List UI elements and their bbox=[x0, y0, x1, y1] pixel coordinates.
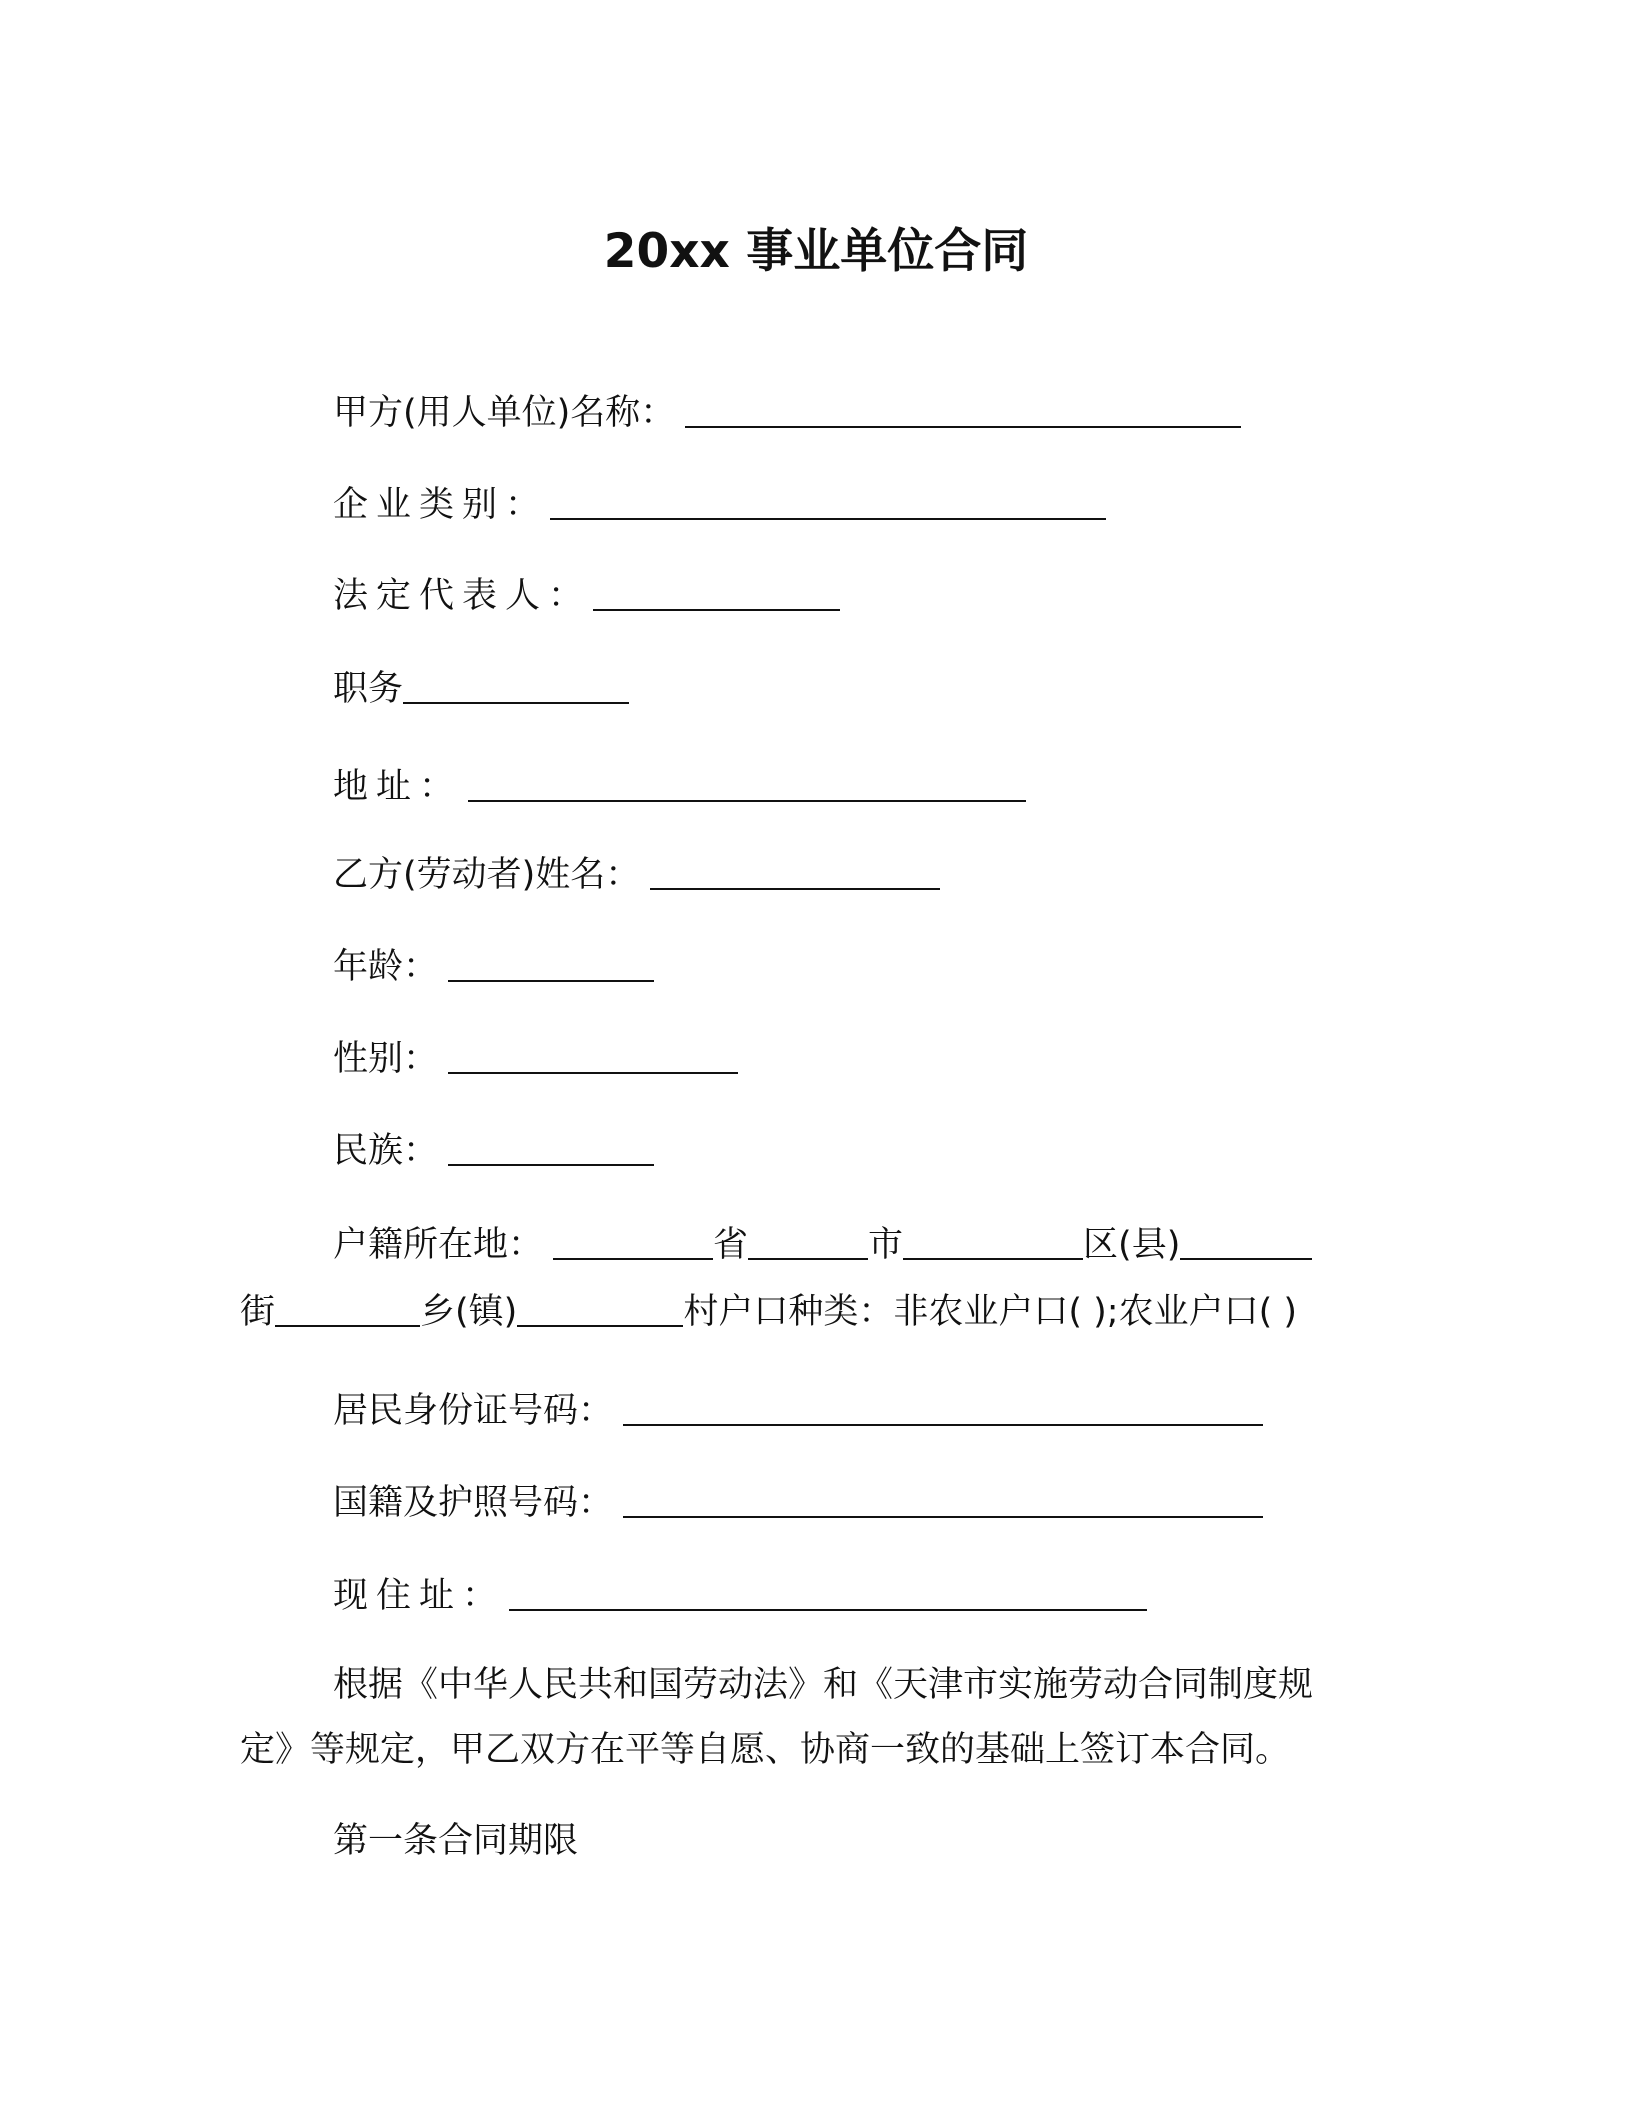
district-after-blank[interactable] bbox=[1180, 1228, 1312, 1260]
address-row bbox=[333, 764, 1026, 810]
enterprise-type-label: 企业类别： bbox=[333, 485, 549, 525]
township-blank[interactable] bbox=[517, 1295, 683, 1327]
household-label: 户籍所在地： bbox=[333, 1225, 544, 1265]
enterprise-type-blank[interactable] bbox=[550, 488, 1106, 520]
id-number-row bbox=[333, 1388, 1263, 1434]
address-blank[interactable] bbox=[468, 770, 1026, 802]
ethnicity-label: 民族： bbox=[333, 1131, 439, 1171]
household-row-2 bbox=[240, 1289, 1297, 1335]
party-a-name-label: 甲方(用人单位)名称： bbox=[333, 393, 676, 433]
section-1-heading: 第一条合同期限 bbox=[333, 1821, 579, 1861]
position-label: 职务 bbox=[333, 669, 404, 709]
party-a-name-blank[interactable] bbox=[685, 396, 1241, 428]
legal-rep-label: 法定代表人： bbox=[333, 576, 592, 616]
city-blank[interactable] bbox=[748, 1228, 868, 1260]
gender-row bbox=[333, 1036, 738, 1082]
enterprise-type-row bbox=[333, 482, 1106, 528]
nationality-passport-blank[interactable] bbox=[623, 1486, 1263, 1518]
preamble-line-1: 根据《中华人民共和国劳动法》和《天津市实施劳动合同制度规 bbox=[333, 1665, 1314, 1705]
village-type-label: 村户口种类： bbox=[683, 1292, 894, 1332]
district-blank[interactable] bbox=[903, 1228, 1083, 1260]
nationality-passport-label: 国籍及护照号码： bbox=[333, 1483, 614, 1523]
ethnicity-blank[interactable] bbox=[448, 1134, 654, 1166]
party-b-name-blank[interactable] bbox=[650, 858, 940, 890]
current-address-row bbox=[333, 1573, 1147, 1619]
position-row bbox=[333, 666, 629, 712]
gender-label: 性别： bbox=[333, 1039, 439, 1079]
gender-blank[interactable] bbox=[448, 1042, 738, 1074]
district-label: 区(县) bbox=[1083, 1225, 1181, 1265]
party-a-name-row bbox=[333, 390, 1241, 436]
city-label: 市 bbox=[868, 1225, 904, 1265]
nationality-passport-row bbox=[333, 1480, 1263, 1526]
non-agri-option[interactable]: 非农业户口( ); bbox=[893, 1292, 1119, 1332]
party-b-name-label: 乙方(劳动者)姓名： bbox=[333, 855, 641, 895]
document-title: 20xx 事业单位合同 bbox=[603, 224, 1029, 279]
legal-rep-row bbox=[333, 573, 840, 619]
township-label: 乡(镇) bbox=[420, 1292, 518, 1332]
current-address-label: 现住址： bbox=[333, 1576, 506, 1616]
address-label: 地址： bbox=[333, 767, 463, 807]
id-number-blank[interactable] bbox=[623, 1394, 1263, 1426]
party-b-name-row bbox=[333, 852, 940, 898]
preamble-line-2: 定》等规定，甲乙双方在平等自愿、协商一致的基础上签订本合同。 bbox=[240, 1730, 1291, 1770]
province-label: 省 bbox=[713, 1225, 749, 1265]
street-blank[interactable] bbox=[275, 1295, 420, 1327]
id-number-label: 居民身份证号码： bbox=[333, 1391, 614, 1431]
household-row-1 bbox=[333, 1222, 1312, 1268]
legal-rep-blank[interactable] bbox=[593, 579, 840, 611]
agri-option[interactable]: 农业户口( ) bbox=[1118, 1292, 1298, 1332]
street-label: 街 bbox=[240, 1292, 276, 1332]
age-blank[interactable] bbox=[448, 950, 654, 982]
current-address-blank[interactable] bbox=[509, 1579, 1147, 1611]
ethnicity-row bbox=[333, 1128, 654, 1174]
position-blank[interactable] bbox=[403, 672, 629, 704]
age-label: 年龄： bbox=[333, 947, 439, 987]
province-blank[interactable] bbox=[553, 1228, 713, 1260]
age-row bbox=[333, 944, 654, 990]
